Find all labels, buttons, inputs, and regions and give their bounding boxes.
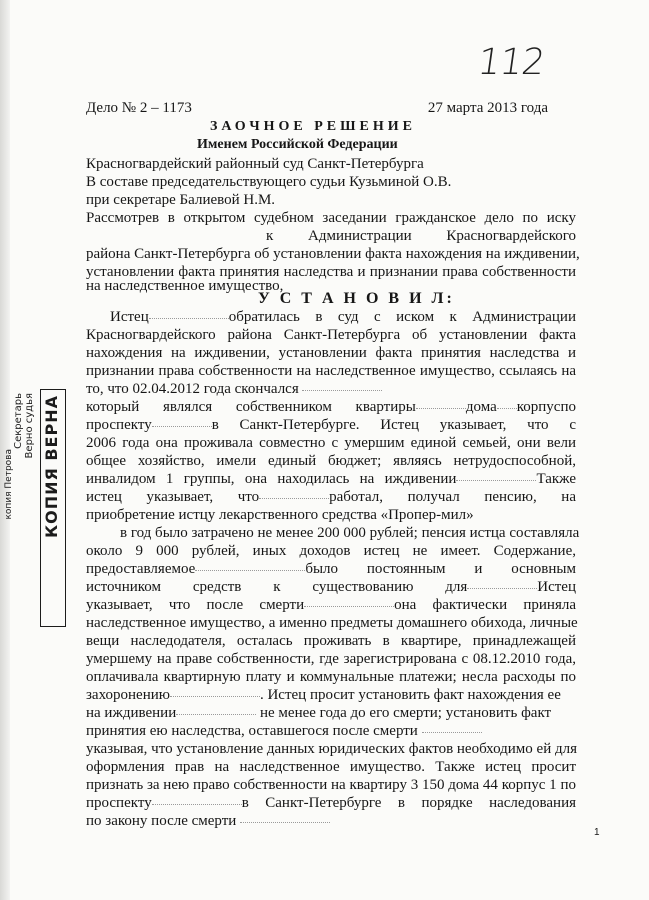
body-line: около 9 000 рублей, иных доходов истец не имеет. Содержание, (86, 543, 576, 559)
body-line: указывая, что установление данных юридических фактов необходимо ей для (86, 741, 578, 757)
body-line: нахождения на иждивении, установлении факта принятия наследства и (86, 345, 576, 361)
body-line: оплачивала квартирную плату и коммунальные платежи; несла расходы по (86, 669, 576, 685)
body-line: Красногвардейского района Санкт-Петербурга об установлении факта (86, 327, 576, 343)
body-line: наследственное имущество, а именно предметы домашнего обихода, личные (86, 615, 578, 631)
intro-line: района Санкт-Петербурга об установлении факта нахождения на иждивении, (86, 246, 580, 262)
body-line: указывает, что после смерти она фактически приняла (86, 597, 576, 613)
body-line: на иждивении не менее года до его смерти; установить факт (86, 705, 552, 721)
body-line: проспекту в Санкт-Петербурге в порядке наследования (86, 795, 576, 811)
presiding-judge: В составе председательствующего судьи Кузьминой О.В. (86, 174, 452, 190)
document-date: 27 марта 2013 года (427, 100, 548, 116)
document-subtitle: Именем Российской Федерации (197, 137, 398, 152)
body-line: истец указывает, что работал, получал пенсию, на (86, 489, 576, 505)
document-title: ЗАОЧНОЕ РЕШЕНИЕ (210, 119, 416, 134)
body-line: принятия ею наследства, оставшегося после смерти (86, 722, 482, 740)
body-line: то, что 02.04.2012 года скончался (86, 380, 382, 398)
stamp-line: копия Петрова (4, 449, 14, 520)
body-line: приобретение истцу лекарственного средства «Пропер-мил» (86, 507, 474, 523)
intro-line: на наследственное имущество, (86, 278, 284, 294)
court-name: Красногвардейский районный суд Санкт-Петербурга (86, 156, 424, 172)
body-line: признать за нею право собственности на квартиру 3 150 дома 44 корпус 1 по (86, 777, 576, 793)
section-heading: У С Т А Н О В И Л: (258, 290, 455, 307)
stamp-line: Секретарь (13, 393, 24, 449)
intro-line: к Администрации Красногвардейского (266, 228, 576, 244)
page-number: 1 (594, 827, 600, 838)
body-line: проспекту в Санкт-Петербурге. Истец указывает, что с (86, 417, 576, 433)
body-line: умершему на праве собственности, где зарегистрирована с 08.12.2010 года, (86, 651, 576, 667)
intro-line: Рассмотрев в открытом судебном заседании гражданское дело по иску (86, 210, 576, 226)
body-line: Истец обратилась в суд с иском к Администрации (110, 309, 576, 325)
body-line: инвалидом 1 группы, она находилась на иждивении Также (86, 471, 576, 487)
body-line: оформления прав на наследственное имущество. Также истец просит (86, 759, 576, 775)
body-line: вещи наследодателя, осталась проживать в квартире, принадлежащей (86, 633, 576, 649)
case-number: Дело № 2 – 1173 (86, 100, 192, 116)
body-line: предоставляемое было постоянным и основным (86, 561, 576, 577)
copy-certified-stamp (4, 389, 66, 627)
document-header (86, 99, 548, 117)
body-line: признании права собственности на наследственное имущество, ссылаясь на (86, 363, 576, 379)
body-line: общее хозяйство, имели единый бюджет; являясь нетрудоспособной, (86, 453, 576, 469)
body-line: в год было затрачено не менее 200 000 рублей; пенсия истца составляла (120, 525, 580, 541)
stamp-line: Верно судья (24, 393, 35, 459)
stamp-main-text: КОПИЯ ВЕРНА (42, 395, 61, 538)
court-secretary: при секретаре Балиевой Н.М. (86, 192, 276, 208)
handwritten-page-number: 112 (475, 42, 547, 83)
body-line: захоронению . Истец просит установить факт нахождения ее (86, 687, 561, 703)
body-line: 2006 года она проживала совместно с умершим единой семьей, они вели (86, 435, 576, 451)
body-line: по закону после смерти (86, 812, 330, 830)
intro-line: установлении факта принятия наследства и признании права собственности (86, 264, 576, 280)
body-line: источником средств к существованию для Истец (86, 579, 576, 595)
body-line: который являлся собственником квартиры дома корпуспо (86, 399, 576, 415)
